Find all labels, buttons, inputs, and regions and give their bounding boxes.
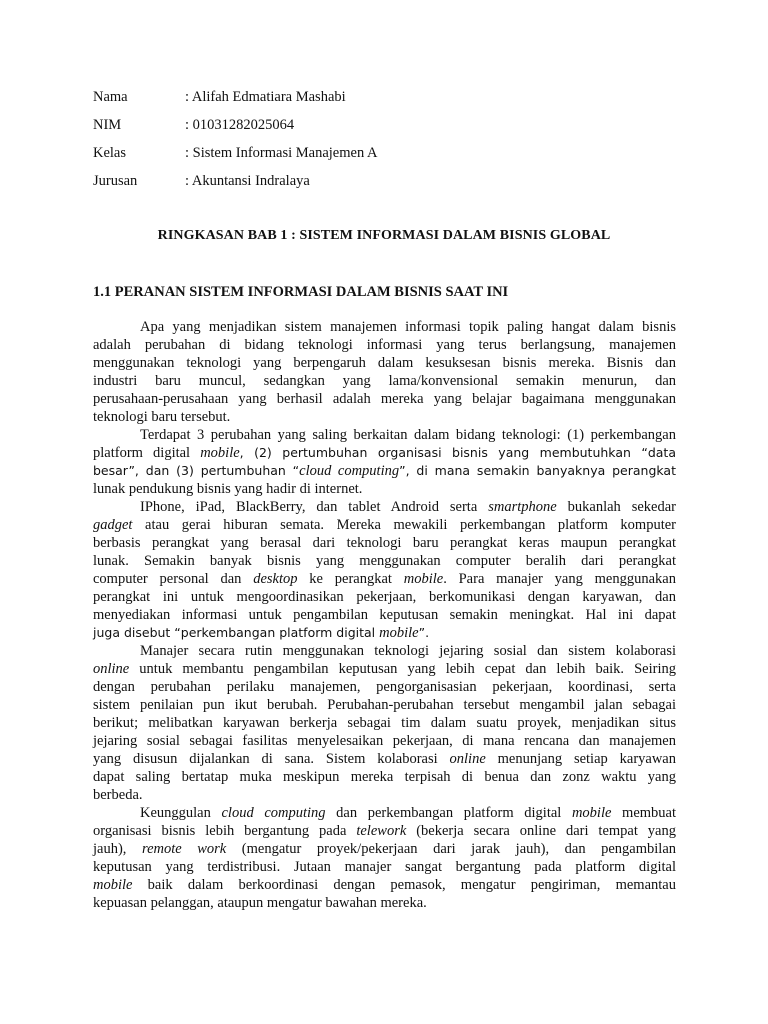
- text-line: [93, 840, 676, 858]
- text-line: [93, 822, 676, 840]
- emphasis: mobile: [93, 877, 133, 893]
- info-row-jurusan: [93, 172, 378, 200]
- text-run: bukanlah sekedar: [556, 499, 677, 515]
- text-line: lunak pendukung bisnis yang hadir di internet.: [93, 481, 363, 497]
- info-label: NIM: [93, 117, 122, 133]
- emphasis: mobile: [379, 625, 419, 641]
- text-run: , (2) pertumbuhan organisasi bisnis yang membutuhkan “data: [239, 445, 676, 460]
- text-line: [93, 516, 676, 534]
- text-run: untuk membantu pengambilan keputusan yang lebih cepat dan lebih baik. Seiring: [129, 661, 676, 677]
- text-line: [93, 750, 676, 768]
- text-line: jejaring sosial sebagai fasilitas menyelesaikan pekerjaan, di mana rencana dan manajemen: [93, 733, 676, 749]
- emphasis: telework: [356, 823, 407, 839]
- info-value: : Alifah Edmatiara Mashabi: [185, 89, 346, 105]
- text-line: dapat saling bertatap muka meskipun mereka terpisah di benua dan zonz waktu yang: [93, 769, 676, 785]
- text-line: Apa yang menjadikan sistem manajemen informasi topik paling hangat dalam bisnis: [140, 319, 676, 335]
- section-heading: 1.1 PERANAN SISTEM INFORMASI DALAM BISNIS SAAT INI: [93, 284, 509, 300]
- text-run: baik dalam berkoordinasi dengan pemasok, mengatur pengiriman, memantau: [132, 877, 676, 893]
- document-title: RINGKASAN BAB 1 : SISTEM INFORMASI DALAM BISNIS GLOBAL: [157, 228, 611, 243]
- text-line: lunak. Semakin banyak bisnis yang menggunakan computer beralih dari perangkat: [93, 553, 676, 569]
- emphasis: desktop: [253, 571, 298, 587]
- text-run: Keunggulan: [140, 805, 222, 821]
- text-run: besar”, dan (3) pertumbuhan “: [93, 463, 300, 478]
- info-row-kelas: [93, 144, 378, 172]
- text-line: keputusan yang terdistribusi. Jutaan manajer sangat bergantung pada platform digital: [93, 859, 676, 875]
- info-label: Nama: [93, 89, 128, 105]
- text-run: ”.: [418, 625, 430, 640]
- info-row-nim: [93, 116, 378, 144]
- paragraph-2: [93, 426, 676, 498]
- emphasis: smartphone: [488, 499, 557, 515]
- text-run: yang disusun dijalankan di sana. Sistem kolaborasi: [93, 751, 450, 767]
- text-line: berbasis perangkat yang berasal dari teknologi baru perangkat keras maupun perangkat: [93, 535, 676, 551]
- emphasis: online: [93, 661, 130, 677]
- info-value: : 01031282025064: [185, 117, 295, 133]
- text-line: Manajer secara rutin menggunakan teknologi jejaring sosial dan sistem kolaborasi: [140, 643, 676, 659]
- text-line: teknologi baru tersebut.: [93, 409, 231, 425]
- text-line: [116, 498, 676, 516]
- text-run: atau gerai hiburan semata. Mereka mewakili perkembangan platform komputer: [132, 517, 676, 533]
- info-label: Jurusan: [93, 173, 138, 189]
- text-line: berikut; melibatkan karyawan berkerja sebagai tim dalam suatu proyek, menjadikan situs: [93, 715, 676, 731]
- emphasis: online: [449, 751, 486, 767]
- text-line: perusahaan-perusahaan yang berhasil adalah mereka yang belajar bagaimana menggunakan: [93, 391, 676, 407]
- text-run: ke perangkat: [297, 571, 404, 587]
- paragraph-5: [93, 804, 677, 912]
- text-line: industri baru muncul, sedangkan yang lama/konvensional semakin menurun, dan: [93, 373, 676, 389]
- text-line: berbeda.: [93, 787, 143, 803]
- paragraph-3: [93, 498, 677, 642]
- text-line: kepuasan pelanggan, ataupun mengatur bawahan mereka.: [93, 895, 427, 911]
- text-run: dan perkembangan platform digital: [325, 805, 572, 821]
- emphasis: gadget: [93, 517, 133, 533]
- text-run: menunjang setiap karyawan: [485, 751, 676, 767]
- text-line: Terdapat 3 perubahan yang saling berkaitan dalam bidang teknologi: (1) perkembangan: [140, 427, 676, 443]
- text-run: computer personal dan: [93, 571, 254, 587]
- emphasis: cloud computing: [299, 463, 400, 479]
- text-line: perangkat ini untuk mengoordinasikan pekerjaan, berkomunikasi dengan karyawan, dan: [93, 589, 676, 605]
- text-line: menggunakan teknologi yang berpengaruh dalam kesuksesan bisnis mereka. Bisnis dan: [93, 355, 676, 371]
- text-run: ”, di mana semakin banyaknya perangkat: [399, 463, 676, 478]
- emphasis: remote work: [141, 841, 227, 857]
- text-run: platform digital: [93, 445, 201, 461]
- paragraph-4: [93, 642, 676, 804]
- text-run: jauh),: [93, 841, 142, 857]
- text-line: [93, 570, 676, 588]
- text-run: (bekerja secara online dari tempat yang: [406, 823, 676, 839]
- text-run: . Para manajer yang menggunakan: [443, 571, 676, 587]
- text-line: [93, 462, 676, 480]
- emphasis: mobile: [200, 445, 240, 461]
- text-line: [93, 624, 676, 642]
- emphasis: mobile: [403, 571, 444, 587]
- text-run: organisasi bisnis lebih bergantung pada: [93, 823, 357, 839]
- info-row-nama: [93, 88, 378, 116]
- text-line: [93, 660, 676, 678]
- text-line: dengan perubahan perilaku manajemen, pengorganisasian pekerjaan, koordinasi, serta: [93, 679, 676, 695]
- text-run: membuat: [611, 805, 677, 821]
- text-line: menyediakan informasi untuk pengambilan keputusan semakin meningkat. Hal ini dapat: [93, 607, 676, 623]
- paragraph-1: [93, 318, 676, 426]
- text-line: sistem penilaian pun ikut berubah. Perubahan-perubahan tersebut mengambil jalan sebagai: [93, 697, 676, 713]
- student-info: [93, 88, 378, 200]
- text-line: [116, 804, 676, 822]
- text-line: adalah perubahan di bidang teknologi informasi yang terus berlangsung, manajemen: [93, 337, 676, 353]
- info-label: Kelas: [93, 145, 127, 161]
- text-line: [93, 444, 676, 462]
- info-value: : Akuntansi Indralaya: [185, 173, 310, 189]
- text-run: juga disebut “perkembangan platform digital: [93, 625, 380, 640]
- info-value: : Sistem Informasi Manajemen A: [185, 145, 378, 161]
- emphasis: cloud computing: [221, 805, 326, 821]
- text-run: IPhone, iPad, BlackBerry, dan tablet Android serta: [140, 499, 489, 515]
- text-line: [93, 876, 676, 894]
- text-run: (mengatur proyek/pekerjaan dari jarak jauh), dan pengambilan: [226, 841, 676, 857]
- emphasis: mobile: [571, 805, 612, 821]
